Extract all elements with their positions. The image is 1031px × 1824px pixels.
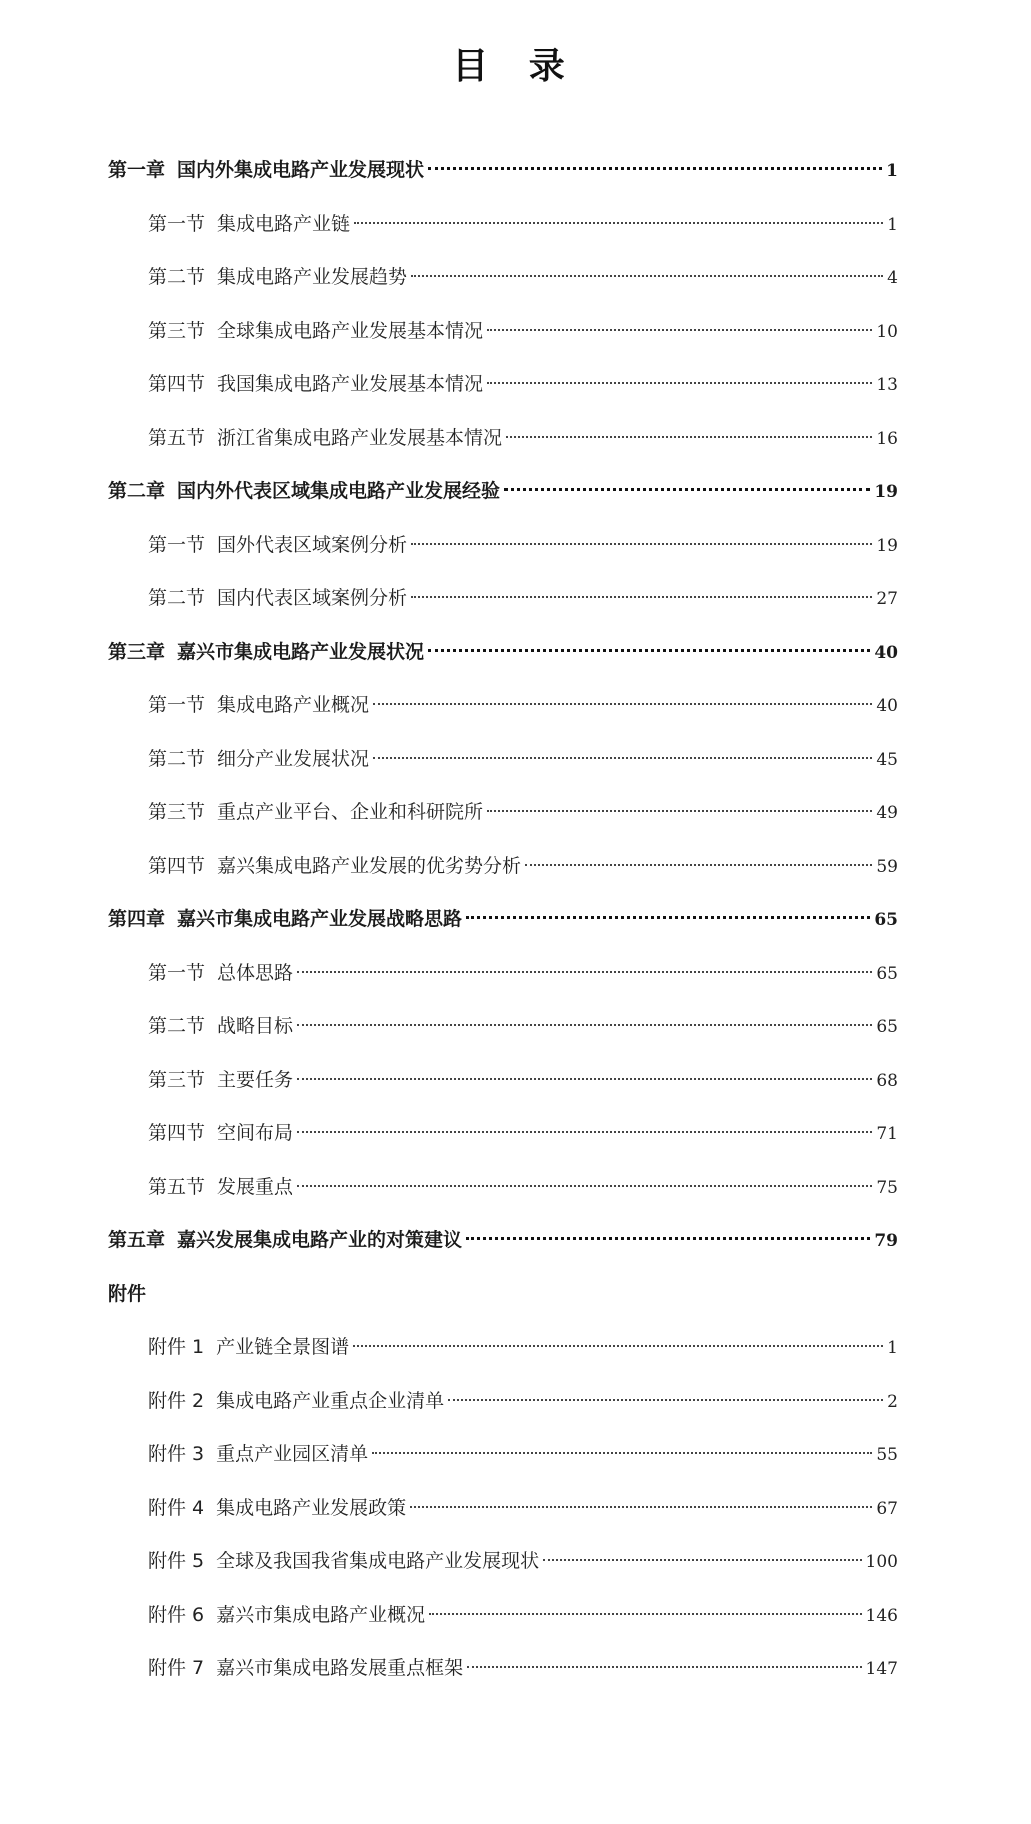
dot-leader [543, 1559, 861, 1561]
toc-page-number: 65 [876, 1017, 898, 1037]
dot-leader [504, 488, 870, 491]
toc-entry-title: 嘉兴市集成电路产业发展战略思路 [177, 908, 463, 930]
toc-entry-title: 发展重点 [217, 1175, 294, 1198]
dot-leader [525, 864, 872, 866]
dot-leader [466, 1237, 870, 1240]
toc-section-entry [148, 1436, 898, 1472]
toc-entry-title: 战略目标 [217, 1015, 294, 1037]
toc-page-number: 55 [876, 1445, 898, 1465]
toc-entry-title: 附件 [108, 1282, 147, 1305]
toc-entry-label [148, 1008, 293, 1044]
toc-entry-title: 国外代表区域案例分析 [217, 533, 408, 556]
toc-entry-title: 主要任务 [217, 1068, 294, 1091]
toc-entry-label [148, 259, 407, 295]
dot-leader [506, 436, 872, 438]
toc-entry-title: 嘉兴市集成电路产业发展状况 [177, 640, 425, 663]
toc-chapter-entry [108, 1222, 898, 1258]
toc-entry-number: 第一章 [108, 159, 166, 181]
dot-leader [411, 275, 883, 277]
toc-entry-label [108, 1222, 462, 1258]
toc-annex-heading [108, 1276, 898, 1312]
toc-page-number: 49 [876, 803, 898, 823]
toc-page-number: 71 [876, 1124, 898, 1144]
toc-entry-label [148, 848, 521, 884]
toc-section-entry [148, 527, 898, 563]
toc-entry-number: 第三节 [148, 801, 206, 823]
page-title: 目 录 [452, 46, 579, 87]
toc-page-number: 65 [874, 910, 898, 930]
toc-entry-number: 附件 2 [148, 1389, 205, 1412]
toc-section-entry [148, 794, 898, 830]
toc-entry-label [148, 794, 483, 830]
toc-entry-title: 空间布局 [217, 1122, 294, 1144]
toc-entry-title: 我国集成电路产业发展基本情况 [217, 373, 484, 395]
toc-page-number: 68 [876, 1070, 898, 1091]
toc-entry-title: 重点产业园区清单 [216, 1443, 369, 1465]
toc-entry-number: 附件 5 [148, 1550, 205, 1572]
toc-entry-label [108, 634, 424, 670]
toc-entry-label [148, 206, 350, 242]
dot-leader [297, 971, 872, 973]
toc-entry-number: 第四节 [148, 1122, 206, 1144]
toc-entry-title: 集成电路产业发展趋势 [217, 266, 408, 288]
toc-section-entry [148, 1650, 898, 1686]
toc-entry-label [148, 1169, 293, 1205]
toc-page-number: 100 [865, 1552, 898, 1572]
toc-entry-number: 第五节 [148, 426, 206, 449]
toc-section-entry [148, 687, 898, 723]
toc-section-entry [148, 1543, 898, 1579]
toc-entry-number: 第二节 [148, 747, 206, 770]
toc-entry-label [148, 527, 407, 563]
toc-entry-label [148, 955, 293, 991]
toc-page-number: 59 [876, 856, 898, 877]
dot-leader [297, 1078, 872, 1080]
toc-page-number: 67 [876, 1498, 898, 1519]
toc-entry-title: 国内外集成电路产业发展现状 [177, 159, 425, 181]
dot-leader [467, 1666, 861, 1668]
dot-leader [448, 1399, 883, 1401]
toc-entry-label [148, 1597, 425, 1633]
toc-entry-number: 第二节 [148, 266, 206, 288]
toc-section-entry [148, 1062, 898, 1098]
toc-page-number: 1 [886, 161, 898, 181]
toc-entry-label [148, 420, 502, 456]
toc-section-entry [148, 420, 898, 456]
toc-entry-label [148, 1115, 293, 1151]
toc-entry-number: 第二节 [148, 1015, 206, 1037]
toc-entry-label [148, 1062, 293, 1098]
dot-leader [411, 596, 872, 598]
dot-leader [428, 649, 870, 652]
toc-chapter-entry [108, 901, 898, 937]
toc-section-entry [148, 1169, 898, 1205]
toc-section-entry [148, 1329, 898, 1365]
toc-page-number: 75 [876, 1177, 898, 1198]
toc-entry-number: 第三节 [148, 1068, 206, 1091]
toc-entry-label [148, 313, 483, 349]
toc-section-entry [148, 259, 898, 295]
toc-entry-number: 第一节 [148, 694, 206, 716]
toc-entry-title: 产业链全景图谱 [216, 1336, 350, 1358]
toc-entry-title: 嘉兴集成电路产业发展的优劣势分析 [217, 854, 522, 877]
toc-entry-label [108, 1276, 146, 1312]
toc-entry-number: 附件 7 [148, 1657, 205, 1679]
toc-entry-title: 总体思路 [217, 961, 294, 984]
dot-leader [487, 329, 872, 331]
toc-page-number: 2 [887, 1391, 898, 1412]
toc-entry-title: 嘉兴市集成电路发展重点框架 [216, 1657, 464, 1679]
toc-entry-label [148, 1329, 349, 1365]
toc-page-number: 1 [887, 1338, 898, 1358]
toc-entry-label [148, 1543, 539, 1579]
toc-entry-number: 第三节 [148, 319, 206, 342]
toc-entry-title: 集成电路产业链 [217, 212, 351, 235]
toc-page-number: 13 [876, 375, 898, 395]
toc-section-entry [148, 313, 898, 349]
toc-section-entry [148, 1115, 898, 1151]
toc-entry-number: 第一节 [148, 961, 206, 984]
dot-leader [297, 1185, 872, 1187]
dot-leader [411, 543, 872, 545]
dot-leader [354, 222, 883, 224]
toc-entry-title: 全球集成电路产业发展基本情况 [217, 319, 484, 342]
toc-page-number: 40 [876, 696, 898, 716]
toc-entry-number: 第五章 [108, 1229, 166, 1251]
toc-section-entry [148, 848, 898, 884]
toc-entry-title: 嘉兴市集成电路产业概况 [216, 1603, 426, 1626]
toc-entry-label [148, 366, 483, 402]
toc-entry-title: 全球及我国我省集成电路产业发展现状 [216, 1550, 540, 1572]
toc-entry-title: 重点产业平台、企业和科研院所 [217, 801, 484, 823]
toc-section-entry [148, 1597, 898, 1633]
toc-entry-title: 浙江省集成电路产业发展基本情况 [217, 426, 503, 449]
dot-leader [373, 703, 872, 705]
toc-entry-label [148, 741, 369, 777]
toc-entry-title: 嘉兴发展集成电路产业的对策建议 [177, 1229, 463, 1251]
toc-entry-label [148, 1650, 463, 1686]
toc-entry-number: 第一节 [148, 212, 206, 235]
toc-page-number: 10 [876, 321, 898, 342]
toc-entry-number: 附件 6 [148, 1603, 205, 1626]
toc-page-number: 65 [876, 963, 898, 984]
toc-chapter-entry [108, 473, 898, 509]
toc-section-entry [148, 1008, 898, 1044]
toc-entry-number: 第三章 [108, 640, 166, 663]
dot-leader [487, 382, 872, 384]
dot-leader [466, 916, 870, 919]
dot-leader [297, 1024, 872, 1026]
toc-entry-label [108, 473, 500, 509]
toc-section-entry [148, 1383, 898, 1419]
toc-entry-label [108, 901, 462, 937]
toc-entry-number: 第五节 [148, 1175, 206, 1198]
dot-leader [373, 757, 872, 759]
toc-section-entry [148, 206, 898, 242]
toc-entry-title: 国内代表区域案例分析 [217, 587, 408, 609]
dot-leader [487, 810, 872, 812]
toc-entry-number: 附件 3 [148, 1443, 205, 1465]
toc-page-number: 146 [865, 1605, 898, 1626]
dot-leader [353, 1345, 883, 1347]
toc-entry-title: 集成电路产业发展政策 [216, 1496, 407, 1519]
dot-leader [429, 1613, 861, 1615]
toc-entry-title: 国内外代表区域集成电路产业发展经验 [177, 480, 501, 502]
toc-entry-number: 第四节 [148, 373, 206, 395]
toc-entry-title: 集成电路产业概况 [217, 694, 370, 716]
toc-entry-title: 集成电路产业重点企业清单 [216, 1389, 445, 1412]
toc-entry-label [108, 152, 424, 188]
toc-page-number: 45 [876, 749, 898, 770]
toc-entry-number: 第四节 [148, 854, 206, 877]
toc-section-entry [148, 741, 898, 777]
toc-page-number: 19 [876, 535, 898, 556]
toc-section-entry [148, 1490, 898, 1526]
toc-entry-label [148, 1436, 368, 1472]
toc-entry-number: 第二节 [148, 587, 206, 609]
toc-chapter-entry [108, 634, 898, 670]
toc-section-entry [148, 580, 898, 616]
toc-entry-number: 第二章 [108, 480, 166, 502]
toc-page-number: 27 [876, 589, 898, 609]
toc-entry-number: 第四章 [108, 908, 166, 930]
toc-page-number: 16 [876, 428, 898, 449]
toc-entry-label [148, 1383, 444, 1419]
toc-entry-number: 附件 1 [148, 1336, 205, 1358]
dot-leader [297, 1131, 872, 1133]
toc-page-number: 79 [874, 1231, 898, 1251]
toc-entry-title: 细分产业发展状况 [217, 747, 370, 770]
toc-page-number: 4 [887, 268, 898, 288]
dot-leader [428, 167, 882, 170]
toc-page-number: 19 [874, 482, 898, 502]
toc-entry-label [148, 580, 407, 616]
toc-entry-number: 附件 4 [148, 1496, 205, 1519]
dot-leader [410, 1506, 872, 1508]
toc-entry-label [148, 687, 369, 723]
toc-page-number: 1 [887, 214, 898, 235]
toc-section-entry [148, 955, 898, 991]
toc-page-number: 40 [874, 642, 898, 663]
toc-chapter-entry [108, 152, 898, 188]
toc-entry-label [148, 1490, 406, 1526]
toc-section-entry [148, 366, 898, 402]
toc-page-number: 147 [865, 1659, 898, 1679]
dot-leader [372, 1452, 872, 1454]
toc-entry-number: 第一节 [148, 533, 206, 556]
